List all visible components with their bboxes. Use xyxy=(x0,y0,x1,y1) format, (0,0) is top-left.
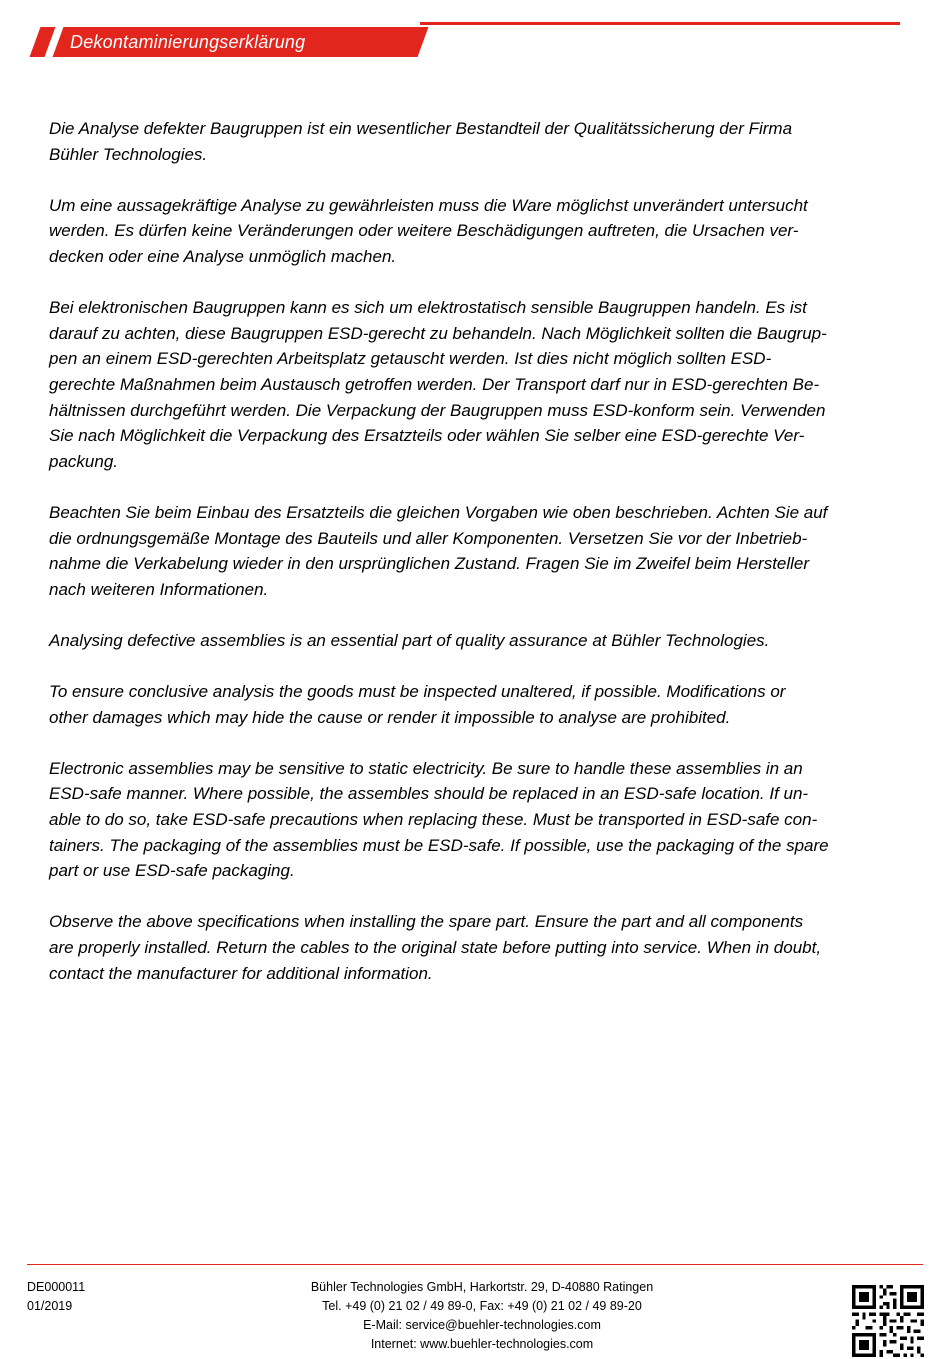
paragraph-en-4: Observe the above specifications when installing the spare part. Ensure the part and all components are properly installed. Return the cables to the original state before putting into service. When in doubt, contact the manufacturer for additional information. xyxy=(49,912,822,983)
paragraph-de-2: Um eine aussagekräftige Analyse zu gewährleisten muss die Ware möglichst unverändert untersucht werden. Es dürfen keine Veränderungen oder weitere Beschädigungen auftreten, die Ursachen ver- decken oder eine Analyse unmöglich machen. xyxy=(49,195,808,266)
footer-contact xyxy=(232,1278,732,1354)
paragraph-de-4: Beachten Sie beim Einbau des Ersatzteils die gleichen Vorgaben wie oben beschrieben. Achten Sie auf die ordnungsgemäße Montage des Bauteils und aller Komponenten. Versetzen Sie vor der Inbetrieb- nahme die Verkabelung wieder in den ursprünglichen Zustand. Fragen Sie im Zweifel beim Hersteller nach weiteren Informationen. xyxy=(49,502,828,599)
paragraph-de-3: Bei elektronischen Baugruppen kann es sich um elektrostatisch sensible Baugruppen handeln. Es ist darauf zu achten, diese Baugruppen ESD-gerecht zu behandeln. Nach Möglichkeit sollten die Baugrup- pen an einem ESD-gerechten Arbeitsplatz getauscht werden. Ist dies nicht möglich sollten ESD- gerechte Maßnahmen beim Austausch getroffen werden. Der Transport darf nur in ESD-gerechten Be- hältnissen durchgeführt werden. Die Verpackung der Baugruppen muss ESD-konform sein. Verwenden Sie nach Möglichkeit die Verpackung des Ersatzteils oder wählen Sie selber eine ESD-gerechte Ver- packung. xyxy=(49,298,827,471)
qr-code-icon xyxy=(852,1285,924,1357)
document-id: DE000011 xyxy=(27,1280,86,1294)
paragraph-en-2: To ensure conclusive analysis the goods must be inspected unaltered, if possible. Modifications or other damages which may hide the cause or render it impossible to analyse are prohibited. xyxy=(49,682,786,727)
company-address: Bühler Technologies GmbH, Harkortstr. 29, D-40880 Ratingen xyxy=(310,1280,654,1294)
document-body xyxy=(49,116,899,1012)
header xyxy=(0,0,950,60)
footer-rule xyxy=(27,1264,923,1265)
website-link[interactable]: Internet: www.buehler-technologies.com xyxy=(370,1337,594,1351)
page-title: Dekontaminierungserklärung xyxy=(70,32,306,52)
footer-doc-info xyxy=(27,1278,85,1316)
header-rule xyxy=(420,22,900,25)
paragraph-en-3: Electronic assemblies may be sensitive to static electricity. Be sure to handle these assemblies in an ESD-safe manner. Where possible, the assembles should be replaced in an ESD-safe location. If un- able to do so, take ESD-safe precautions when replacing these. Must be transported in ESD-safe con- tainers. The packaging of the assemblies must be ESD-safe. If possible, use the packaging of the spare part or use ESD-safe packaging. xyxy=(49,758,829,881)
document-date: 01/2019 xyxy=(27,1299,73,1313)
paragraph-en-1: Analysing defective assemblies is an essential part of quality assurance at Bühler Technologies. xyxy=(49,630,770,650)
paragraph-de-1: Die Analyse defekter Baugruppen ist ein wesentlicher Bestandteil der Qualitätssicherung der Firma Bühler Technologies. xyxy=(49,119,793,164)
phone-fax: Tel. +49 (0) 21 02 / 49 89-0, Fax: +49 (0) 21 02 / 49 89-20 xyxy=(322,1299,642,1313)
header-accent-slash xyxy=(30,27,56,57)
email-link[interactable]: E-Mail: service@buehler-technologies.com xyxy=(363,1318,601,1332)
